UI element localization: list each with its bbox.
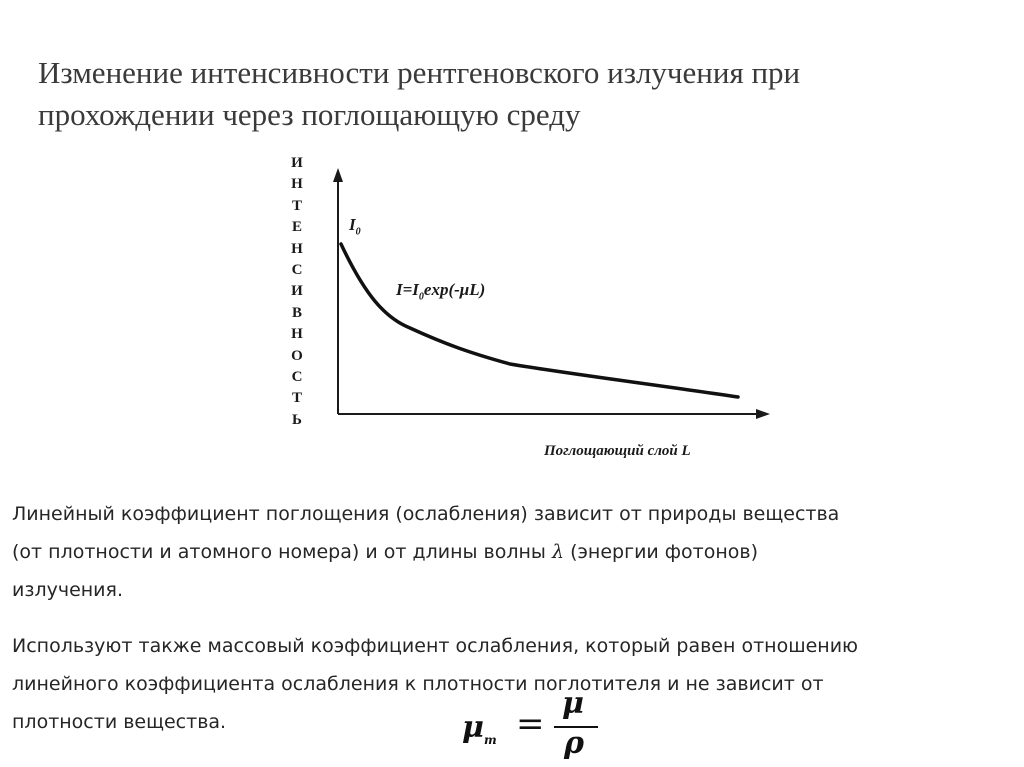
formula-denominator: ρ	[564, 726, 584, 761]
y-axis-label	[288, 153, 306, 431]
i0-letter: I	[349, 215, 356, 234]
p1-line-3: излучения.	[12, 579, 123, 601]
x-axis-arrow	[756, 409, 770, 419]
title-line-2: прохождении через поглощающую среду	[38, 97, 581, 132]
linear-coefficient-paragraph	[12, 495, 1017, 609]
formula-numerator: μ	[562, 686, 584, 721]
slide-title	[38, 52, 1018, 136]
formula-equals: =	[516, 704, 545, 744]
y-axis-letter: С	[291, 262, 303, 279]
p1-line-2-after: (энергии фотонов)	[564, 541, 759, 563]
p2-line-1: Используют также массовый коэффициент ослабления, который равен отношению	[12, 635, 859, 657]
p2-line-2: линейного коэффициента ослабления к плотности поглотителя и не зависит от	[12, 673, 824, 695]
y-axis-letter: С	[291, 369, 303, 386]
formula-m-subscript: m	[483, 733, 497, 747]
y-axis-letter: Е	[291, 219, 302, 236]
i0-label	[349, 215, 361, 237]
formula-subscript: 0	[418, 291, 424, 303]
y-axis-letter: Т	[291, 390, 302, 407]
p1-line-2	[12, 533, 1017, 571]
decay-formula	[396, 280, 485, 302]
y-axis-letter: О	[291, 347, 303, 364]
mass-coefficient-formula	[462, 686, 612, 764]
y-axis-letter: В	[291, 304, 302, 321]
intensity-curve	[341, 244, 738, 397]
p1-line-2-before: (от плотности и атомного номера) и от длины волны	[12, 541, 552, 563]
i0-subscript: 0	[355, 226, 361, 238]
attenuation-graph	[270, 150, 790, 470]
title-line-1: Изменение интенсивности рентгеновского излучения при	[38, 55, 801, 90]
y-axis-letter: И	[291, 283, 303, 300]
y-axis-arrow	[333, 168, 343, 182]
y-axis-letter: Н	[291, 240, 303, 257]
y-axis-letter: Н	[291, 326, 303, 343]
y-axis-letter: Т	[291, 197, 302, 214]
y-axis-letter: Ь	[292, 411, 302, 428]
y-axis-letter: Н	[291, 176, 303, 193]
lambda-symbol: λ	[551, 541, 565, 563]
p2-line-3: плотности вещества.	[12, 711, 227, 733]
formula-right: exp(-μL)	[423, 280, 486, 299]
x-axis-label: Поглощающий слой L	[544, 443, 691, 459]
y-axis-letter: И	[291, 155, 303, 171]
formula-mu: μ	[462, 710, 484, 745]
graph-svg	[270, 150, 790, 470]
p1-line-1: Линейный коэффициент поглощения (ослабления) зависит от природы вещества	[12, 503, 840, 525]
formula-mu-m	[462, 710, 497, 747]
formula-left: I=I	[396, 280, 419, 299]
